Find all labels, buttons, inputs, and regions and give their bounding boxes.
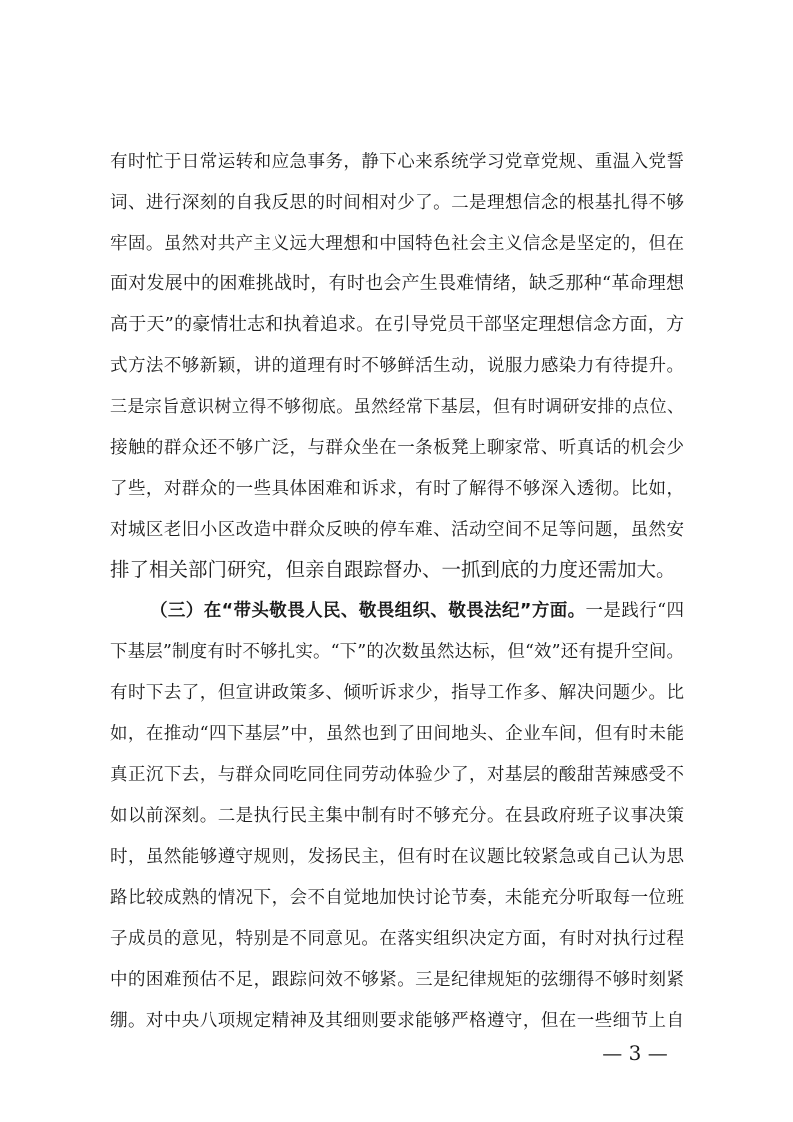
text-line: [110, 966, 684, 994]
line-text: 绷。对中央八项规定精神及其细则要求能够严格遵守，但在一些细节上自: [110, 1011, 684, 1031]
line-text: 高于天”的豪情壮志和执着追求。在引导党员干部坚定理想信念方面，方: [110, 314, 684, 335]
text-line: [110, 189, 684, 217]
line-text: 下基层”制度有时不够扎实。“下”的次数虽然达标，但“效”还有提升空间。: [110, 642, 684, 662]
line-text: 了些，对群众的一些具体困难和诉求，有时了解得不够深入透彻。比如，: [110, 479, 684, 499]
line-text: 面对发展中的困难挑战时，有时也会产生畏难情绪，缺乏那种“革命理想: [110, 273, 684, 294]
line-text: 有时忙于日常运转和应急事务，静下心来系统学习党章党规、重温入党誓: [110, 152, 684, 172]
text-line: [110, 352, 684, 380]
line-text: 牢固。虽然对共产主义远大理想和中国特色社会主义信念是坚定的，但在: [110, 234, 684, 254]
line-text: 如，在推动“四下基层”中，虽然也到了田间地头、企业车间，但有时未能: [110, 724, 684, 744]
text-line: [150, 597, 684, 625]
line-text: 时，虽然能够遵守规则，发扬民主，但有时在议题比较紧急或自己认为思: [110, 847, 684, 867]
text-line: [110, 802, 684, 830]
line-text: 真正沉下去，与群众同吃同住同劳动体验少了，对基层的酸甜苦辣感受不: [110, 765, 684, 785]
line-text: 对城区老旧小区改造中群众反映的停车难、活动空间不足等问题，虽然安: [110, 520, 684, 540]
text-line: [110, 475, 684, 503]
line-text: 路比较成熟的情况下，会不自觉地加快讨论节奏，未能充分听取每一位班: [110, 888, 684, 908]
line-text: 三是宗旨意识树立得不够彻底。虽然经常下基层，但有时调研安排的点位、: [110, 397, 684, 417]
text-line: [110, 679, 684, 707]
line-text: 如以前深刻。二是执行民主集中制有时不够充分。在县政府班子议事决策: [110, 806, 684, 826]
text-line: [110, 434, 684, 462]
text-line: [110, 761, 684, 789]
line-text: 排了相关部门研究，但亲自跟踪督办、一抓到底的力度还需加大。: [110, 558, 676, 581]
line-text: 式方法不够新颖，讲的道理有时不够鲜活生动，说服力感染力有待提升。: [110, 356, 684, 376]
page-number: — 3 —: [602, 1041, 668, 1065]
line-text: 词、进行深刻的自我反思的时间相对少了。二是理想信念的根基扎得不够: [110, 193, 684, 213]
text-line: [110, 311, 684, 339]
text-line: [110, 638, 684, 666]
line-text: 接触的群众还不够广泛，与群众坐在一条板凳上聊家常、听真话的机会少: [110, 438, 684, 458]
text-line: [110, 884, 684, 912]
text-line: [110, 516, 684, 544]
section-heading: （三）在“带头敬畏人民、敬畏组织、敬畏法纪”方面。: [150, 601, 586, 621]
text-line: [110, 270, 684, 298]
text-line: [110, 230, 684, 258]
text-line: [110, 843, 684, 871]
text-line: [110, 720, 684, 748]
text-line: [110, 556, 684, 584]
text-line: [110, 148, 684, 176]
line-text: 一是践行“四: [585, 601, 684, 621]
line-text: 中的困难预估不足，跟踪问效不够紧。三是纪律规矩的弦绷得不够时刻紧: [110, 970, 684, 990]
text-line: [110, 1007, 684, 1035]
line-text: 子成员的意见，特别是不同意见。在落实组织决定方面，有时对执行过程: [110, 929, 684, 949]
text-line: [110, 393, 684, 421]
line-text: 有时下去了，但宣讲政策多、倾听诉求少，指导工作多、解决问题少。比: [110, 683, 684, 703]
text-line: [110, 925, 684, 953]
